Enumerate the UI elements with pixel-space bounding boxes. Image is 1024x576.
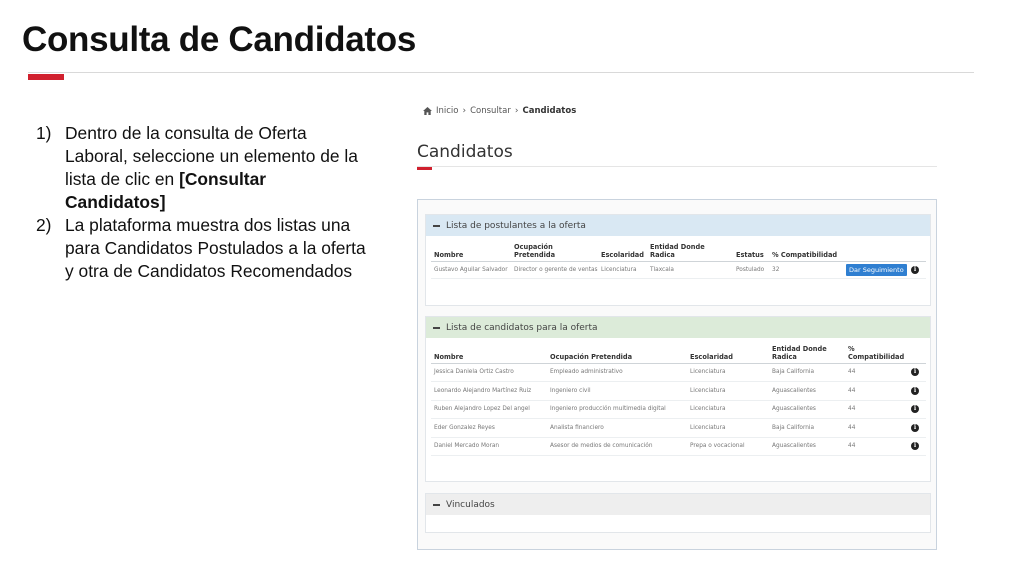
- home-icon[interactable]: [423, 107, 432, 115]
- column-header: Entidad Donde Radica: [647, 236, 733, 261]
- vinculados-panel-title: Vinculados: [446, 499, 495, 510]
- cell-entidad: Aguascalientes: [769, 382, 845, 401]
- info-icon[interactable]: i: [911, 368, 919, 376]
- vinculados-panel: [425, 493, 931, 533]
- info-icon[interactable]: i: [911, 424, 919, 432]
- info-icon[interactable]: i: [911, 442, 919, 450]
- vinculados-panel-header[interactable]: [426, 494, 930, 515]
- postulantes-table: [431, 236, 926, 279]
- column-header: Nombre: [431, 338, 547, 363]
- title-rule: [28, 72, 974, 73]
- page-title-rule: [417, 166, 937, 167]
- info-icon[interactable]: i: [911, 387, 919, 395]
- step-text: La plataforma muestra dos listas una para Candidatos Postulados a la oferta y otra de Candidatos Recomendados: [65, 215, 366, 281]
- column-header: Estatus: [733, 236, 769, 261]
- instruction-list: [36, 122, 366, 283]
- candidatos-panel: [425, 316, 931, 482]
- table-row: [431, 382, 926, 401]
- table-row: [431, 400, 926, 419]
- cell-nombre: Jessica Daniela Ortiz Castro: [431, 363, 547, 382]
- postulantes-panel-title: Lista de postulantes a la oferta: [446, 220, 586, 231]
- column-header: % Compatibilidad: [769, 236, 843, 261]
- column-header: Ocupación Pretendida: [511, 236, 598, 261]
- breadcrumb-home[interactable]: Inicio: [436, 106, 459, 116]
- info-icon[interactable]: i: [911, 266, 919, 274]
- column-header: Entidad Donde Radica: [769, 338, 845, 363]
- candidatos-panel-title: Lista de candidatos para la oferta: [446, 322, 598, 333]
- column-header: % Compatibilidad: [845, 338, 908, 363]
- postulantes-panel-header[interactable]: [426, 215, 930, 236]
- cell-entidad: Baja California: [769, 419, 845, 438]
- column-header: Escolaridad: [598, 236, 647, 261]
- cell-nombre: Eder Gonzalez Reyes: [431, 419, 547, 438]
- breadcrumb: [423, 106, 576, 116]
- cell-entidad: Baja California: [769, 363, 845, 382]
- cell-escolaridad: Licenciatura: [687, 363, 769, 382]
- step-number: 1): [36, 123, 52, 143]
- table-row: [431, 419, 926, 438]
- cell-ocupacion: Analista financiero: [547, 419, 687, 438]
- postulantes-panel: [425, 214, 931, 306]
- collapse-minus-icon[interactable]: [433, 225, 440, 227]
- table-row: [431, 437, 926, 456]
- cell-escolaridad: Licenciatura: [598, 261, 647, 278]
- info-icon[interactable]: i: [911, 405, 919, 413]
- cell-entidad: Aguascalientes: [769, 437, 845, 456]
- step-number: 2): [36, 215, 52, 235]
- cell-estatus: Postulado: [733, 261, 769, 278]
- title-accent-bar: [28, 74, 64, 80]
- column-header: Nombre: [431, 236, 511, 261]
- cell-escolaridad: Licenciatura: [687, 382, 769, 401]
- slide-title: Consulta de Candidatos: [22, 20, 416, 59]
- cell-compatibilidad: 44: [845, 400, 908, 419]
- cell-nombre: Ruben Alejandro Lopez Del angel: [431, 400, 547, 419]
- breadcrumb-separator: ›: [514, 106, 519, 116]
- breadcrumb-consultar[interactable]: Consultar: [470, 106, 511, 116]
- column-header: Escolaridad: [687, 338, 769, 363]
- page-title-accent: [417, 167, 432, 170]
- cell-compatibilidad: 44: [845, 419, 908, 438]
- cell-ocupacion: Empleado administrativo: [547, 363, 687, 382]
- cell-compatibilidad: 32: [769, 261, 843, 278]
- cell-compatibilidad: 44: [845, 363, 908, 382]
- cell-ocupacion: Ingeniero civil: [547, 382, 687, 401]
- app-screenshot: [415, 100, 945, 552]
- cell-nombre: Leonardo Alejandro Martínez Ruiz: [431, 382, 547, 401]
- cell-entidad: Tlaxcala: [647, 261, 733, 278]
- instruction-step-1: [36, 122, 366, 214]
- table-header-row: [431, 236, 926, 261]
- page-title: Candidatos: [417, 142, 513, 162]
- table-header-row: [431, 338, 926, 363]
- breadcrumb-separator: ›: [462, 106, 467, 116]
- dar-seguimiento-button[interactable]: Dar Seguimiento: [846, 264, 907, 276]
- table-row: [431, 261, 926, 278]
- cell-nombre: Daniel Mercado Moran: [431, 437, 547, 456]
- collapse-minus-icon[interactable]: [433, 327, 440, 329]
- breadcrumb-current: Candidatos: [522, 106, 577, 116]
- cell-escolaridad: Licenciatura: [687, 400, 769, 419]
- candidatos-table: [431, 338, 926, 456]
- cell-compatibilidad: 44: [845, 437, 908, 456]
- candidates-container: [417, 199, 937, 550]
- candidatos-panel-header[interactable]: [426, 317, 930, 338]
- cell-compatibilidad: 44: [845, 382, 908, 401]
- cell-ocupacion: Asesor de medios de comunicación: [547, 437, 687, 456]
- table-row: [431, 363, 926, 382]
- cell-ocupacion: Ingeniero producción multimedia digital: [547, 400, 687, 419]
- step-text: Dentro de la consulta de Oferta Laboral, seleccione un elemento de la lista de clic en: [65, 123, 358, 189]
- cell-entidad: Aguascalientes: [769, 400, 845, 419]
- cell-escolaridad: Licenciatura: [687, 419, 769, 438]
- step-bold-text: [Consultar Candidatos]: [65, 169, 267, 212]
- cell-escolaridad: Prepa o vocacional: [687, 437, 769, 456]
- cell-nombre: Gustavo Aguilar Salvador: [431, 261, 511, 278]
- column-header: Ocupación Pretendida: [547, 338, 687, 363]
- cell-ocupacion: Director o gerente de ventas: [511, 261, 598, 278]
- instruction-step-2: [36, 214, 366, 283]
- collapse-minus-icon[interactable]: [433, 504, 440, 506]
